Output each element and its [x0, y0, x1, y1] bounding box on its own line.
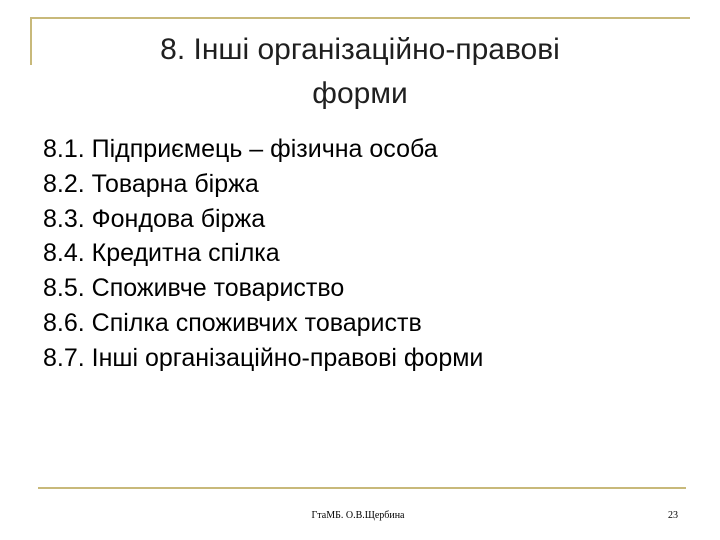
footer-rule: [38, 487, 686, 489]
footer-author: ГтаМБ. О.В.Щербина: [311, 510, 405, 521]
slide-title-line-1: 8. Інші організаційно-правові: [160, 33, 560, 66]
content-list: [43, 132, 483, 376]
list-item: 8.4. Кредитна спілка: [43, 239, 280, 268]
list-item: 8.2. Товарна біржа: [43, 169, 259, 198]
list-item: 8.6. Спілка споживчих товариств: [43, 308, 422, 337]
list-item: 8.3. Фондова біржа: [43, 204, 266, 233]
title-top-rule: [30, 17, 690, 19]
slide-title: [30, 28, 690, 116]
list-item: 8.7. Інші організаційно-правові форми: [43, 343, 484, 372]
list-item: 8.5. Споживче товариство: [43, 274, 345, 303]
page-number: 23: [668, 510, 678, 521]
slide-title-line-2: форми: [312, 77, 408, 110]
list-item: 8.1. Підприємець – фізична особа: [43, 135, 438, 163]
